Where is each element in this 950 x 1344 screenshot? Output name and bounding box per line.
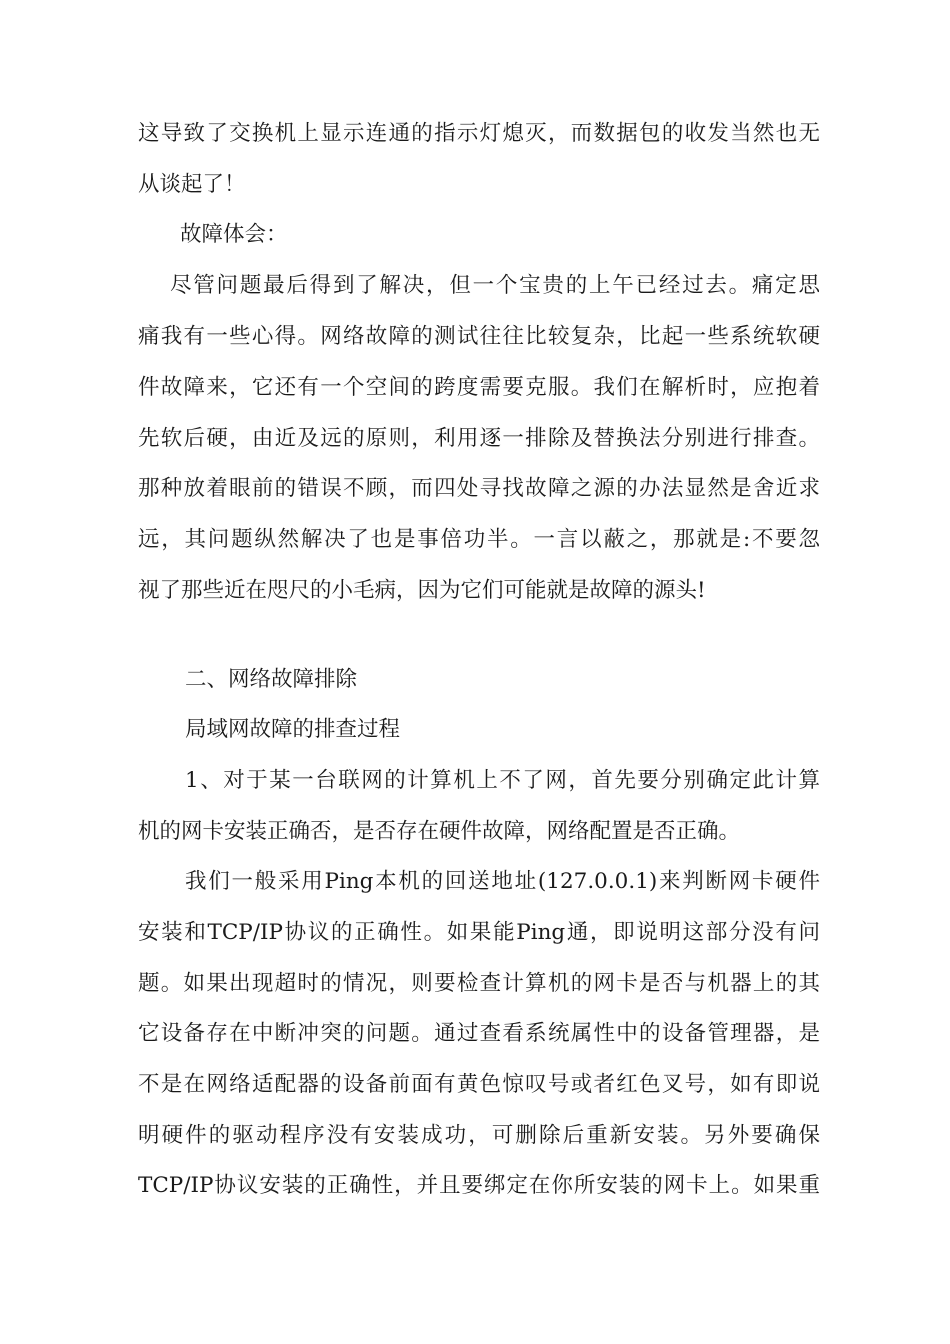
subsection-heading: 局域网故障的排查过程: [185, 717, 401, 742]
text-line-4: 尽管问题最后得到了解决，但一个宝贵的上午已经过去。痛定思: [170, 273, 820, 298]
text-line-16: 安装和TCP/IP协议的正确性。如果能Ping通，即说明这部分没有问: [138, 920, 820, 945]
section-heading: 二、网络故障排除: [185, 667, 358, 692]
text-line-14: 机的网卡安装正确否，是否存在硬件故障，网络配置是否正确。: [138, 819, 741, 844]
heading-experience: 故障体会：: [180, 222, 288, 247]
text-line-7: 先软后硬，由近及远的原则，利用逐一排除及替换法分别进行排查。: [138, 426, 820, 451]
text-line-1: 这导致了交换机上显示连通的指示灯熄灭，而数据包的收发当然也无: [138, 121, 820, 146]
text-line-6: 件故障来，它还有一个空间的跨度需要克服。我们在解析时，应抱着: [138, 375, 820, 400]
text-line-21: TCP/IP协议安装的正确性，并且要绑定在你所安装的网卡上。如果重: [138, 1173, 820, 1198]
text-line-13: 1、对于某一台联网的计算机上不了网，首先要分别确定此计算: [185, 768, 820, 793]
text-line-18: 它设备存在中断冲突的问题。通过查看系统属性中的设备管理器，是: [138, 1021, 820, 1046]
text-line-15: 我们一般采用Ping本机的回送地址(127.0.0.1)来判断网卡硬件: [185, 869, 820, 894]
text-line-8: 那种放着眼前的错误不顾，而四处寻找故障之源的办法显然是舍近求: [138, 476, 820, 501]
text-line-20: 明硬件的驱动程序没有安装成功，可删除后重新安装。另外要确保: [138, 1123, 820, 1148]
text-line-9: 远，其问题纵然解决了也是事倍功半。一言以蔽之，那就是:不要忽: [138, 527, 820, 552]
text-line-5: 痛我有一些心得。网络故障的测试往往比较复杂，比起一些系统软硬: [138, 324, 820, 349]
text-line-19: 不是在网络适配器的设备前面有黄色惊叹号或者红色叉号，如有即说: [138, 1072, 820, 1097]
text-line-2: 从谈起了！: [138, 172, 246, 197]
text-line-10: 视了那些近在咫尺的小毛病，因为它们可能就是故障的源头!: [138, 578, 706, 603]
text-line-17: 题。如果出现超时的情况，则要检查计算机的网卡是否与机器上的其: [138, 971, 820, 996]
